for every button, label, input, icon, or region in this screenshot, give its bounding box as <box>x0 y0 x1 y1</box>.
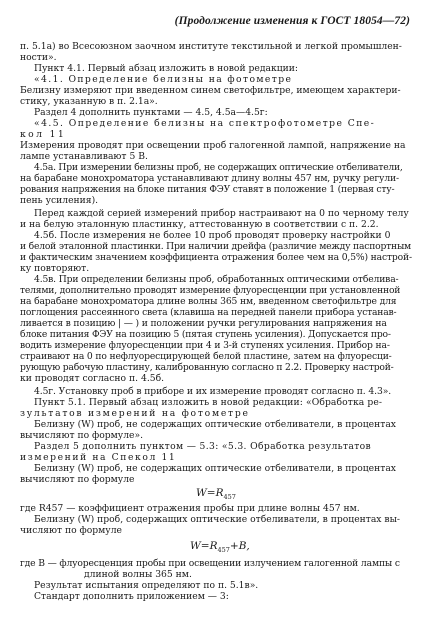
text-line: Измерения проводят при освещении проб галогенной лампой, напряжение на <box>20 140 406 151</box>
text-line: п. 5.1а) во Всесоюзном заочном институте текстильной и легкой промышлен- <box>20 41 402 52</box>
text-line: и фактическим значением коэффициента отражения более чем на 0,5%) настрой- <box>20 252 412 263</box>
text-line: страивают на 0 по нефлуоресцирующей белой пластине, затем на флуоресци- <box>20 351 392 362</box>
formula-main: W=R <box>196 487 224 499</box>
text-line: Перед каждой серией измерений прибор настраивают на 0 по черному телу <box>34 208 409 219</box>
text-line: Белизну (W) проб, не содержащих оптические отбеливатели, в процентах <box>34 419 396 430</box>
formula-tail: +B, <box>229 540 250 552</box>
text-line: 4.5а. При измерении белизны проб, не содержащих оптические отбеливатели, <box>34 162 403 173</box>
text-line: рования напряжения на блоке питания ФЭУ ставят в положение 1 (первая сту- <box>20 184 395 195</box>
text-line: Стандарт дополнить приложением — 3: <box>34 591 229 602</box>
text-line: лампе устанавливают 5 В. <box>20 151 148 162</box>
text-line: длиной волны 365 нм. <box>84 569 192 580</box>
formula-main: W=R <box>190 540 218 552</box>
section-heading: измерений на Спекол 11 <box>20 452 177 463</box>
text-line: блоке питания ФЭУ на позицию 5 (пятая ступень усиления). Допускается про- <box>20 329 391 340</box>
section-heading: зультатов измерений на фотометре <box>20 408 250 419</box>
text-line: числяют по формуле <box>20 525 122 536</box>
text-line: водить измерение флуоресценции при 4 и 3-й ступенях усиления. Прибор на- <box>20 340 390 351</box>
text-line: пень усиления). <box>20 195 99 206</box>
text-line: Раздел 4 дополнить пунктами — 4.5, 4.5а—4.5г: <box>34 107 268 118</box>
section-heading: «4.5. Определение белизны на спектрофотометре Спе- <box>34 118 376 129</box>
text-line: поглощения рассеянного света (клавиша на передней панели прибора устанав- <box>20 307 397 318</box>
formula-subscript: 457 <box>217 546 230 555</box>
text-line: где R457 — коэффициент отражения пробы при длине волны 457 нм. <box>20 503 360 514</box>
text-line: на барабане монохроматора устанавливают длину волны 457 нм, ручку регули- <box>20 173 399 184</box>
text-line: 4.5в. При определении белизны проб, обработанных оптическими отбелива- <box>34 274 399 285</box>
text-line: Белизну (W) проб, содержащих оптические отбеливатели, в процентах вы- <box>34 514 401 525</box>
text-line: вычисляют по формуле». <box>20 430 144 441</box>
text-line: ности». <box>20 52 57 63</box>
page-header: (Продолжение изменения к ГОСТ 18054—72) <box>174 15 410 27</box>
text-line: ливается в позицию | — ) и положении ручки регулирования напряжения на <box>20 318 387 329</box>
text-line: Белизну (W) проб, не содержащих оптические отбеливатели, в процентах <box>34 463 396 474</box>
section-heading: «4.1. Определение белизны на фотометре <box>34 74 293 85</box>
text-line: стику, указанную в п. 2.1а». <box>20 96 158 107</box>
formula-whiteness-fluorescence <box>190 540 250 554</box>
text-line: ки проводят согласно п. 4.5б. <box>20 373 165 384</box>
text-line: Пункт 4.1. Первый абзац изложить в новой редакции: <box>34 63 298 74</box>
formula-subscript: 457 <box>223 493 236 502</box>
text-line: Раздел 5 дополнить пунктом — 5.3: «5.3. Обработка результатов <box>34 441 372 452</box>
text-line: 4.5б. После измерения не более 10 проб проводят проверку настройки 0 <box>34 230 391 241</box>
text-line: где B — флуоресценция пробы при освещении излучением галогенной лампы с <box>20 558 400 569</box>
text-line: на барабане монохроматора длине волны 365 нм, введенном светофильтре для <box>20 296 397 307</box>
formula-whiteness <box>196 487 236 501</box>
section-heading: кол 11 <box>20 129 67 140</box>
text-line: и белой эталонной пластинки. При наличии дрейфа (различие между паспортным <box>20 241 412 252</box>
text-line: рующую рабочую пластину, калиброванную согласно п 2.2. Проверку настрой- <box>20 362 394 373</box>
text-line: ку повторяют. <box>20 263 90 274</box>
text-line: вычисляют по формуле <box>20 474 135 485</box>
text-line: Пункт 5.1. Первый абзац изложить в новой редакции: «Обработка ре- <box>34 397 383 408</box>
text-line: 4.5г. Установку проб в приборе и их измерение проводят согласно п. 4.3». <box>34 386 392 397</box>
text-line: Белизну измеряют при введенном синем светофильтре, имеющем характери- <box>20 85 401 96</box>
text-line: телями, дополнительно проводят измерение флуоресценции при установленной <box>20 285 401 296</box>
text-line: Результат испытания определяют по п. 5.1в». <box>34 580 259 591</box>
text-line: и на белую эталонную пластинку, аттестованную в соответствии с п. 2.2. <box>20 219 379 230</box>
